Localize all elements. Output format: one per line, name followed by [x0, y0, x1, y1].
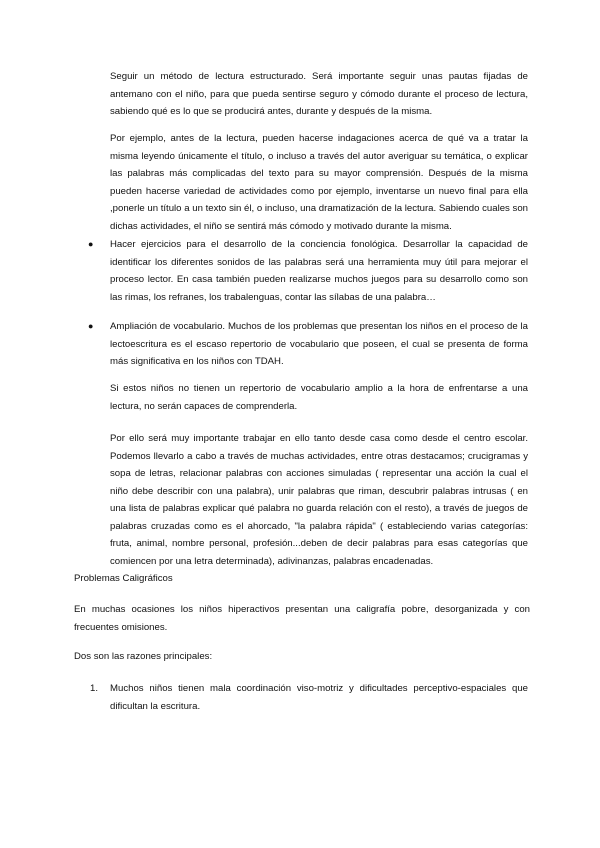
list-number-1: 1. [90, 683, 99, 694]
paragraph-reading-example: Por ejemplo, antes de la lectura, pueden hacerse indagaciones acerca de qué va a tratar la misma leyendo únicamente el título, o incluso a través del autor averiguar su temática, o explicar las palabras más complicadas del texto para su mayor comprensión. Después de la misma pueden hacerse variedad de actividades como por ejemplo, inventarse un nuevo final para ella ,ponerle un título a un texto sin él, o incluso, una dramatización de la lectura. Sabiendo cuales son dichas actividades, el niño se sentirá más cómodo y motivado durante la misma. [110, 133, 528, 232]
bullet-marker-vocabulary: ● [88, 321, 94, 331]
paragraph-vocabulary-comprehension: Si estos niños no tienen un repertorio de vocabulario amplio a la hora de enfrentarse a una lectura, no serán capaces de comprenderla. [110, 383, 528, 412]
bullet-phonological-awareness: Hacer ejercicios para el desarrollo de la conciencia fonológica. Desarrollar la capacidad de identificar los diferentes sonidos de las palabras será una herramienta muy útil para mejorar el proceso lector. En casa también pueden realizarse muchos juegos para su desarrollo como son las rimas, los refranes, los trabalenguas, contar las sílabas de una palabra… [110, 239, 528, 303]
list-item-coordination: Muchos niños tienen mala coordinación viso-motriz y dificultades perceptivo-espaciales que dificultan la escritura. [110, 683, 528, 712]
section-heading-calligraphic-problems: Problemas Caligráficos [74, 573, 173, 584]
paragraph-vocabulary-activities: Por ello será muy importante trabajar en ello tanto desde casa como desde el centro escolar. Podemos llevarlo a cabo a través de muchas actividades, entre otras destacamos; crucigramas y sopa de letras, relacionar palabras con acciones simuladas ( representar una acción la cual el niño debe describir con una palabra), unir palabras que riman, descubrir palabras intrusas ( en una lista de palabras explicar qué palabra no guarda relación con el resto), a través de juegos de palabras cruzadas como es el ahorcado, "la palabra rápida" ( estableciendo varias categorías: fruta, animal, nombre personal, profesión...deben de decir palabras para esas categorías que comiencen por una letra determinada), adivinanzas, palabras encadenadas. [110, 433, 528, 567]
paragraph-reading-method: Seguir un método de lectura estructurado. Será importante seguir unas pautas fijadas de antemano con el niño, para que pueda sentirse seguro y cómodo durante el proceso de lectura, sabiendo qué es lo que se producirá antes, durante y después de la misma. [110, 71, 528, 117]
bullet-marker-phonological: ● [88, 239, 94, 249]
bullet-vocabulary-expansion: Ampliación de vocabulario. Muchos de los problemas que presentan los niños en el proceso de la lectoescritura es el escaso repertorio de vocabulario que poseen, el cual se presenta de forma más significativa en los niños con TDAH. [110, 321, 528, 367]
paragraph-calligraphy-intro: En muchas ocasiones los niños hiperactivos presentan una caligrafía pobre, desorganizada y con frecuentes omisiones. [74, 604, 530, 633]
paragraph-main-reasons: Dos son las razones principales: [74, 651, 213, 662]
